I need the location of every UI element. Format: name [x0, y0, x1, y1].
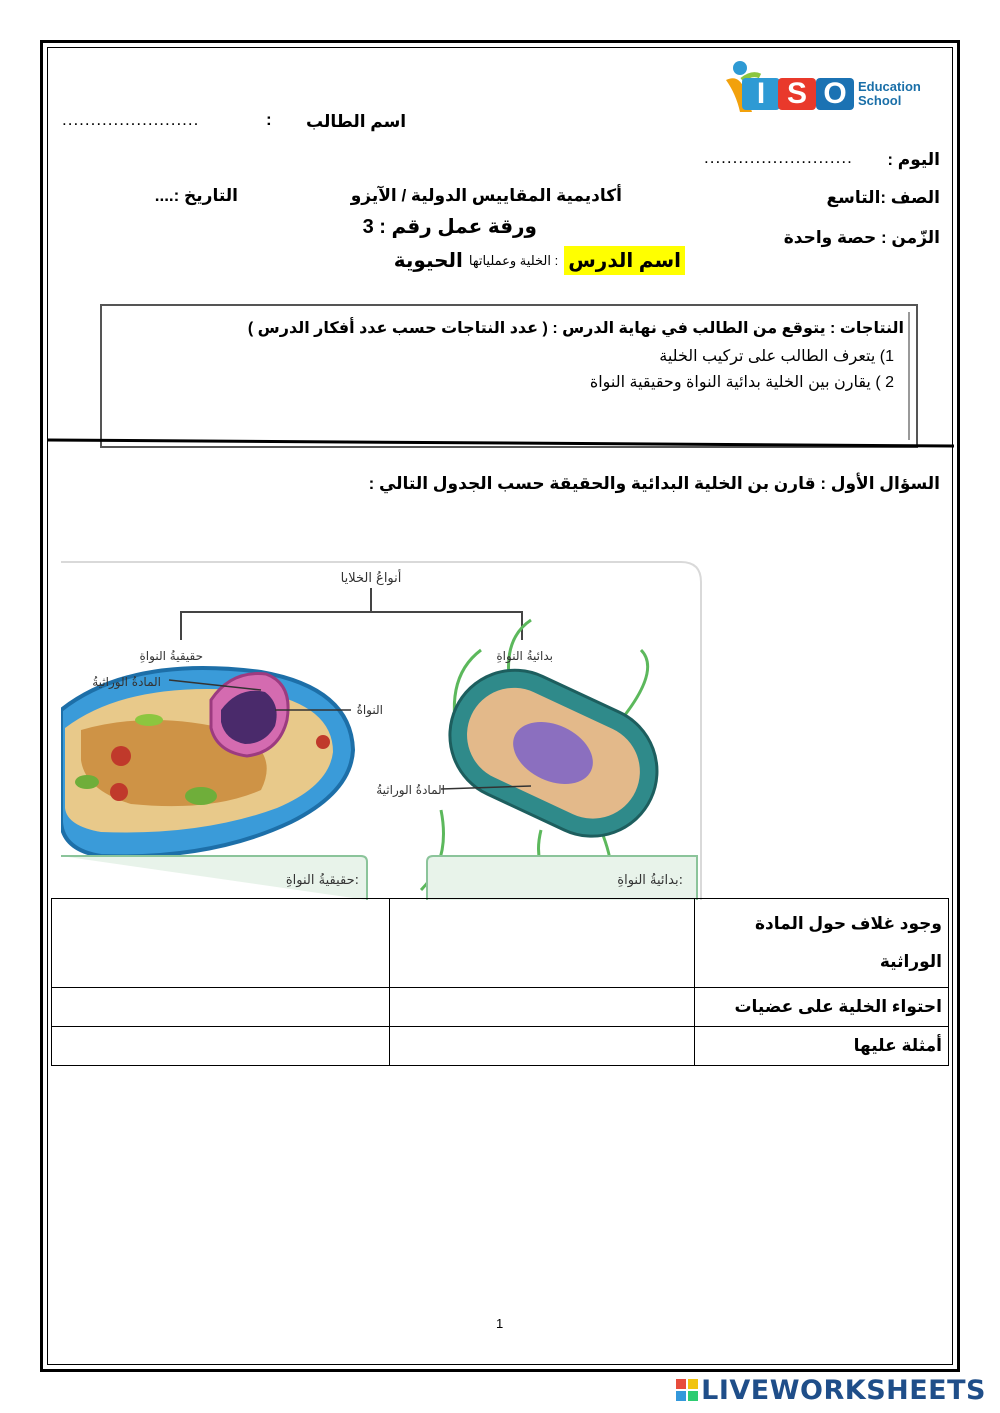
cell-types-diagram — [61, 560, 704, 900]
academy-name: أكاديمية المقاييس الدولية / الآيزو — [350, 186, 622, 205]
box-right-label: بدائيةُ النواةِ: — [617, 873, 683, 888]
row-criterion: أمثلة عليها — [694, 1027, 948, 1066]
logo-education-text: Education — [858, 79, 921, 94]
page-number: 1 — [496, 1316, 504, 1331]
answer-cell-prokaryote[interactable] — [390, 1027, 695, 1066]
answer-cell-eukaryote[interactable] — [52, 988, 390, 1027]
date-field[interactable]: التاريخ :.... — [154, 186, 238, 205]
day-label: اليوم : — [887, 150, 940, 169]
cell-types-figure — [61, 560, 704, 900]
duration-label: الزّمن : حصة واحدة — [783, 228, 940, 247]
grade-label: الصف :التاسع — [826, 188, 940, 207]
answer-cell-eukaryote[interactable] — [52, 899, 390, 988]
liveworksheets-logo-icon — [676, 1379, 698, 1401]
section-divider — [48, 432, 954, 462]
table-row — [52, 899, 949, 988]
liveworksheets-text: LIVEWORKSHEETS — [701, 1374, 986, 1406]
student-name-label: اسم الطالب — [306, 112, 407, 131]
logo-letter-s: S — [778, 78, 816, 110]
root-label: أنواعُ الخلايا — [340, 571, 402, 586]
outcome-item-2: 2 ) يقارن بين الخلية بدائية النواة وحقيقية النواة — [589, 374, 894, 391]
logo-letter-o: O — [816, 78, 854, 110]
logo-school-text: School — [858, 93, 902, 108]
worksheet-title: ورقة عمل رقم : 3 — [362, 216, 537, 238]
eukaryote-label: حقيقيةُ النواةِ — [139, 649, 203, 663]
outcomes-box — [100, 304, 918, 448]
outcome-item-1: 1) يتعرف الطالب على تركيب الخلية — [659, 348, 894, 365]
student-name-field[interactable]: ........................ — [62, 110, 200, 129]
prokaryote-label: بدائيةُ النواةِ — [496, 649, 553, 663]
outcomes-title: النتاجات : يتوقع من الطالب في نهاية الدرس : ( عدد النتاجات حسب عدد أفكار الدرس ) — [247, 320, 904, 337]
lesson-name — [394, 246, 685, 275]
day-field[interactable]: .......................... — [704, 148, 853, 167]
answer-cell-prokaryote[interactable] — [390, 899, 695, 988]
question-1-text: السؤال الأول : قارن بن الخلية البدائية والحقيقة حسب الجدول التالي : — [368, 474, 940, 493]
lesson-label: اسم الدرس — [564, 246, 685, 275]
genetic-material-left-label: المادةُ الوراثيةُ — [92, 675, 161, 689]
student-name-colon: : — [266, 110, 272, 129]
table-row — [52, 1027, 949, 1066]
liveworksheets-brand[interactable] — [676, 1374, 986, 1406]
logo-letter-i: I — [742, 78, 780, 110]
answer-cell-prokaryote[interactable] — [390, 988, 695, 1027]
iso-logo — [722, 58, 942, 114]
lesson-name-big: الحيوية — [393, 250, 463, 272]
eukaryotic-cell-image — [61, 668, 353, 856]
lesson-name-small: : الخلية وعملياتها — [468, 252, 559, 268]
row-criterion: احتواء الخلية على عضيات — [694, 988, 948, 1027]
nucleus-label: النواةُ — [356, 703, 383, 717]
genetic-material-right-label: المادةُ الوراثيةُ — [376, 783, 445, 797]
box-left-label: حقيقيةُ النواةِ: — [285, 873, 359, 888]
row-criterion: وجود غلاف حول المادة الوراثية — [694, 899, 948, 988]
answer-cell-eukaryote[interactable] — [52, 1027, 390, 1066]
table-row — [52, 988, 949, 1027]
comparison-table — [51, 898, 949, 1066]
